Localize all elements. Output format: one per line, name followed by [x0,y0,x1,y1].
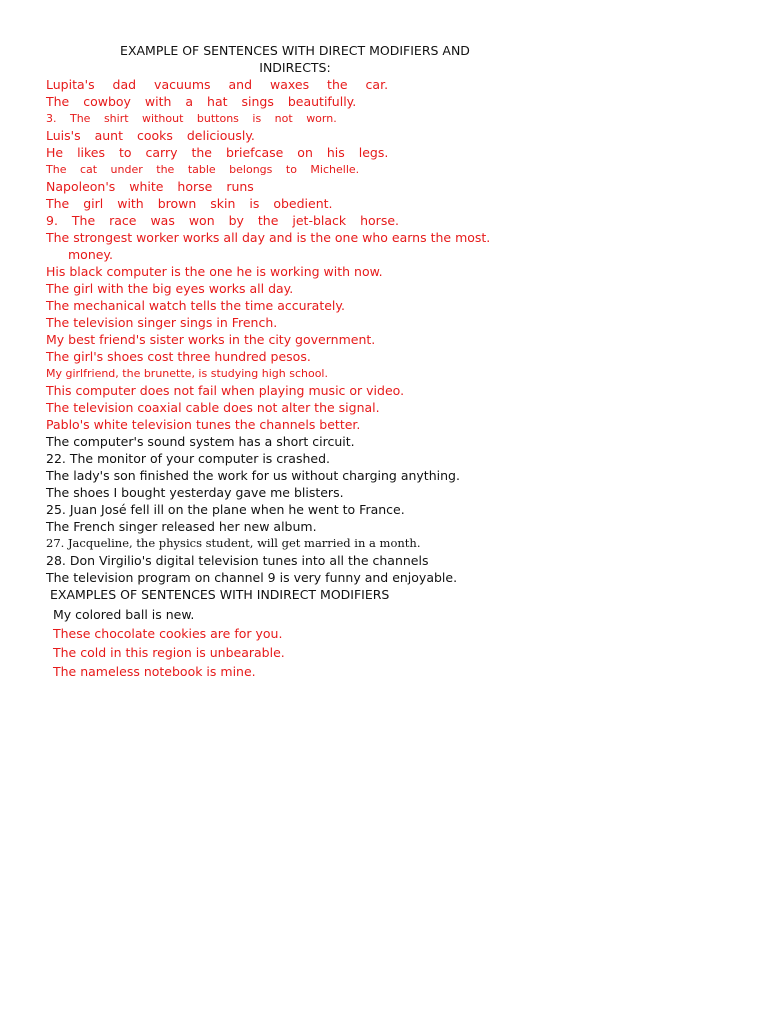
sentence-16: The girl's shoes cost three hundred pesos. [46,349,311,364]
sentence-15: My best friend's sister works in the city government. [46,332,376,347]
sentence-10: The strongest worker works all day and is the one who earns the most. [46,230,491,245]
sentence-8: The girl with brown skin is obedient. [46,196,333,211]
sentence-9: 9. The race was won by the jet-black horse. [46,213,399,228]
sentence-4: Luis's aunt cooks deliciously. [46,128,255,143]
sentence-18: This computer does not fail when playing music or video. [46,383,405,398]
sentence-10-continued: money. [68,247,114,262]
indirect-sentence-2: These chocolate cookies are for you. [53,626,283,641]
sentence-25: 25. Juan José fell ill on the plane when he went to France. [46,502,405,517]
sentence-20: Pablo's white television tunes the channels better. [46,417,361,432]
sentence-12: The girl with the big eyes works all day. [46,281,294,296]
sentence-19: The television coaxial cable does not alter the signal. [46,400,380,415]
section-2-title: EXAMPLES OF SENTENCES WITH INDIRECT MODIFIERS [50,587,390,602]
indirect-sentence-3: The cold in this region is unbearable. [53,645,285,660]
sentence-26: The French singer released her new album. [46,519,317,534]
sentence-11: His black computer is the one he is working with now. [46,264,383,279]
indirect-sentence-4: The nameless notebook is mine. [53,664,256,679]
sentence-1: Lupita's dad vacuums and waxes the car. [46,77,389,92]
sentence-17: My girlfriend, the brunette, is studying high school. [46,367,328,380]
sentence-27: 27. Jacqueline, the physics student, will get married in a month. [46,536,421,550]
sentence-5: He likes to carry the briefcase on his legs. [46,145,389,160]
sentence-7: Napoleon's white horse runs [46,179,254,194]
sentence-14: The television singer sings in French. [46,315,278,330]
sentence-2: The cowboy with a hat sings beautifully. [46,94,357,109]
document-title-line-1: EXAMPLE OF SENTENCES WITH DIRECT MODIFIERS AND [120,43,470,58]
sentence-22: 22. The monitor of your computer is crashed. [46,451,330,466]
sentence-13: The mechanical watch tells the time accurately. [46,298,345,313]
sentence-23: The lady's son finished the work for us without charging anything. [46,468,460,483]
sentence-21: The computer's sound system has a short circuit. [46,434,355,449]
sentence-3: 3. The shirt without buttons is not worn. [46,112,337,125]
indirect-sentence-1: My colored ball is new. [53,607,195,622]
sentence-24: The shoes I bought yesterday gave me blisters. [46,485,344,500]
sentence-29: The television program on channel 9 is very funny and enjoyable. [46,570,458,585]
document-title-line-2: INDIRECTS: [259,60,331,75]
sentence-6: The cat under the table belongs to Michelle. [46,163,360,176]
sentence-28: 28. Don Virgilio's digital television tunes into all the channels [46,553,429,568]
